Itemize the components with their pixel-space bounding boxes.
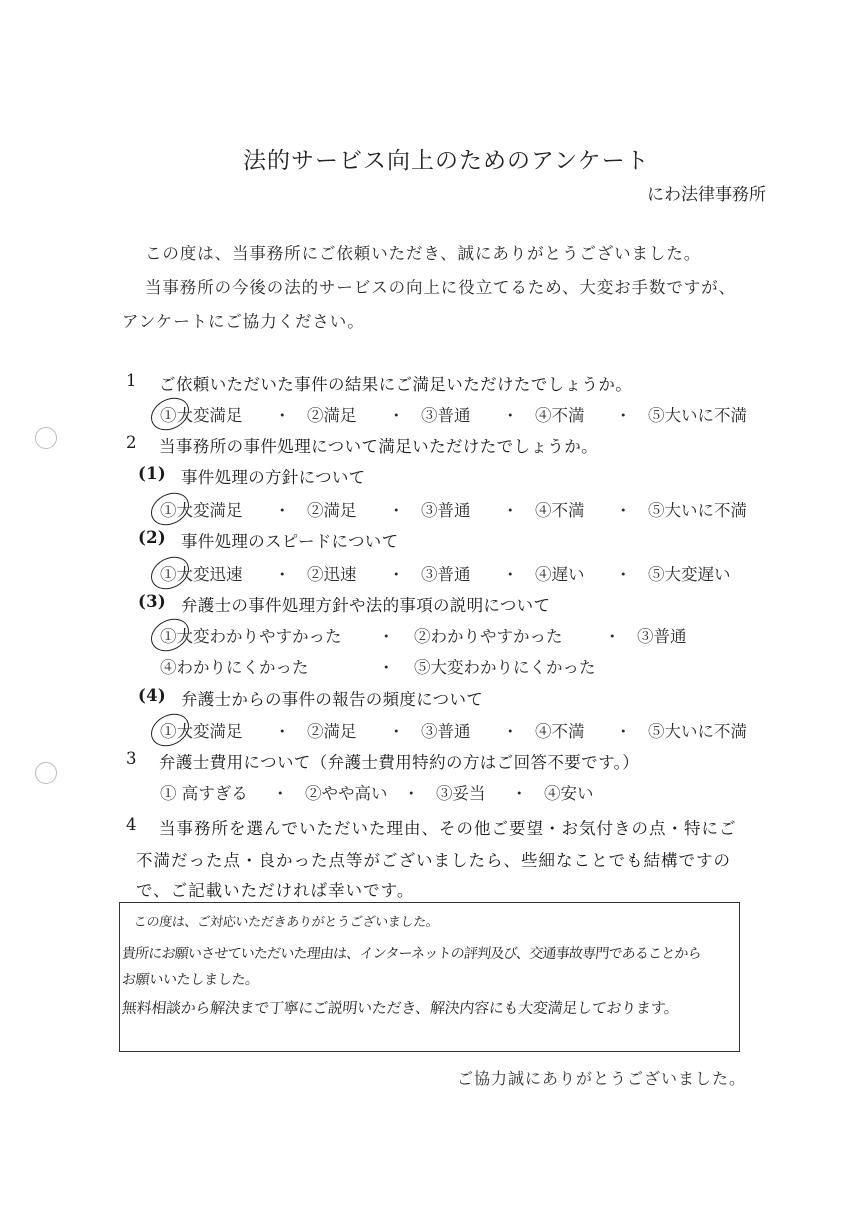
- question-number: 3: [126, 749, 137, 768]
- subquestion-3: [138, 592, 551, 615]
- subquestion-1: [138, 464, 366, 487]
- option[interactable]: ③普通: [421, 722, 471, 741]
- question-number: 1: [126, 371, 137, 390]
- option-selected[interactable]: ①大変満足: [160, 718, 274, 742]
- question-text: 当事務所の事件処理について満足いただけたでしょうか。: [159, 437, 599, 456]
- separator: ・: [502, 565, 519, 584]
- subquestion-1-options: [160, 497, 747, 521]
- option[interactable]: ②迅速: [307, 565, 357, 584]
- separator: ・: [615, 406, 632, 425]
- subquestion-2-options: [160, 561, 731, 585]
- option[interactable]: ②満足: [307, 406, 357, 425]
- option[interactable]: ④不満: [535, 722, 585, 741]
- intro-line-3: アンケートにご協力ください。: [122, 312, 365, 331]
- separator: ・: [604, 627, 621, 646]
- question-4-text-line-3: で、ご記載いただければ幸いです。: [136, 881, 415, 900]
- option[interactable]: ④不満: [535, 406, 585, 425]
- separator: ・: [388, 501, 405, 520]
- option[interactable]: ②やや高い: [305, 784, 388, 803]
- question-text-line-1: 当事務所を選んでいただいた理由、その他ご要望・お気付きの点・特にご: [159, 819, 737, 838]
- option[interactable]: ⑤大いに不満: [648, 501, 747, 520]
- subquestion-label: (1): [138, 464, 166, 483]
- separator: ・: [274, 565, 291, 584]
- separator: ・: [378, 627, 395, 646]
- question-text: ご依頼いただいた事件の結果にご満足いただけたでしょうか。: [159, 375, 633, 394]
- subquestion-label: (4): [138, 686, 166, 705]
- option[interactable]: ④不満: [535, 501, 585, 520]
- option-selected[interactable]: ①大変わかりやすかった: [160, 623, 378, 647]
- separator: ・: [615, 565, 632, 584]
- subquestion-text: 弁護士の事件処理方針や法的事項の説明について: [181, 596, 551, 615]
- punch-hole: [35, 762, 57, 784]
- closing-thanks: ご協力誠にありがとうございました。: [457, 1069, 747, 1088]
- subquestion-label: (2): [138, 528, 166, 547]
- question-4: [126, 815, 737, 838]
- option[interactable]: ②満足: [307, 722, 357, 741]
- option-selected[interactable]: ①大変迅速: [160, 561, 274, 585]
- option[interactable]: ③普通: [637, 627, 687, 646]
- separator: ・: [274, 722, 291, 741]
- document-title: 法的サービス向上のためのアンケート: [243, 148, 650, 174]
- question-4-text-line-2: 不満だった点・良かった点等がございましたら、些細なことでも結構ですの: [136, 851, 731, 870]
- option[interactable]: ③普通: [421, 565, 471, 584]
- separator: ・: [403, 784, 420, 803]
- subquestion-4: [138, 686, 484, 709]
- question-1-options: [160, 402, 747, 426]
- option-selected[interactable]: ①大変満足: [160, 497, 274, 521]
- separator: ・: [502, 501, 519, 520]
- option[interactable]: ⑤大いに不満: [648, 722, 747, 741]
- option[interactable]: ⑤大いに不満: [648, 406, 747, 425]
- subquestion-text: 事件処理の方針について: [181, 468, 366, 487]
- separator: ・: [388, 722, 405, 741]
- handwritten-line-2: 貴所にお願いさせていただいた理由は、インターネットの評判及び、交通事故専門であることから: [121, 946, 702, 962]
- separator: ・: [502, 406, 519, 425]
- subquestion-label: (3): [138, 592, 166, 611]
- question-number: 2: [126, 433, 137, 452]
- option[interactable]: ④わかりにくかった: [160, 658, 309, 677]
- option[interactable]: ③普通: [421, 501, 471, 520]
- question-1: [126, 371, 633, 394]
- question-3-options: [160, 780, 594, 804]
- separator: ・: [388, 565, 405, 584]
- intro-line-1: この度は、当事務所にご依頼いただき、誠にありがとうございました。: [145, 244, 702, 263]
- free-comment-box[interactable]: [119, 902, 740, 1052]
- handwritten-line-1: この度は、ご対応いただきありがとうございました。: [133, 915, 440, 930]
- handwritten-line-3: お願いいたしました。: [121, 972, 260, 988]
- option[interactable]: ① 高すぎる: [160, 784, 248, 803]
- subquestion-4-options: [160, 718, 747, 742]
- subquestion-3-options-row-1: [160, 623, 687, 647]
- question-3: [126, 749, 640, 772]
- separator: ・: [274, 406, 291, 425]
- separator: ・: [615, 722, 632, 741]
- separator: ・: [274, 501, 291, 520]
- option[interactable]: ⑤大変わかりにくかった: [414, 658, 596, 677]
- option[interactable]: ②わかりやすかった: [414, 627, 563, 646]
- separator: ・: [378, 658, 395, 677]
- separator: ・: [272, 784, 289, 803]
- option[interactable]: ⑤大変遅い: [648, 565, 731, 584]
- subquestion-text: 弁護士からの事件の報告の頻度について: [181, 690, 484, 709]
- subquestion-3-options-row-2: [160, 654, 596, 678]
- intro-line-2: 当事務所の今後の法的サービスの向上に役立てるため、大変お手数ですが、: [145, 278, 736, 297]
- separator: ・: [502, 722, 519, 741]
- option[interactable]: ②満足: [307, 501, 357, 520]
- option[interactable]: ④安い: [544, 784, 594, 803]
- firm-name: にわ法律事務所: [647, 185, 766, 205]
- option[interactable]: ③妥当: [436, 784, 486, 803]
- separator: ・: [511, 784, 528, 803]
- subquestion-text: 事件処理のスピードについて: [181, 532, 399, 551]
- separator: ・: [388, 406, 405, 425]
- option[interactable]: ③普通: [421, 406, 471, 425]
- subquestion-2: [138, 528, 399, 551]
- question-text: 弁護士費用について（弁護士費用特約の方はご回答不要です。）: [159, 753, 640, 772]
- option[interactable]: ④遅い: [535, 565, 585, 584]
- question-2: [126, 433, 599, 456]
- question-number: 4: [126, 815, 138, 834]
- option-selected[interactable]: ①大変満足: [160, 402, 274, 426]
- handwritten-line-4: 無料相談から解決まで丁寧にご説明いただき、解決内容にも大変満足しております。: [121, 999, 680, 1017]
- punch-hole: [35, 427, 57, 449]
- separator: ・: [615, 501, 632, 520]
